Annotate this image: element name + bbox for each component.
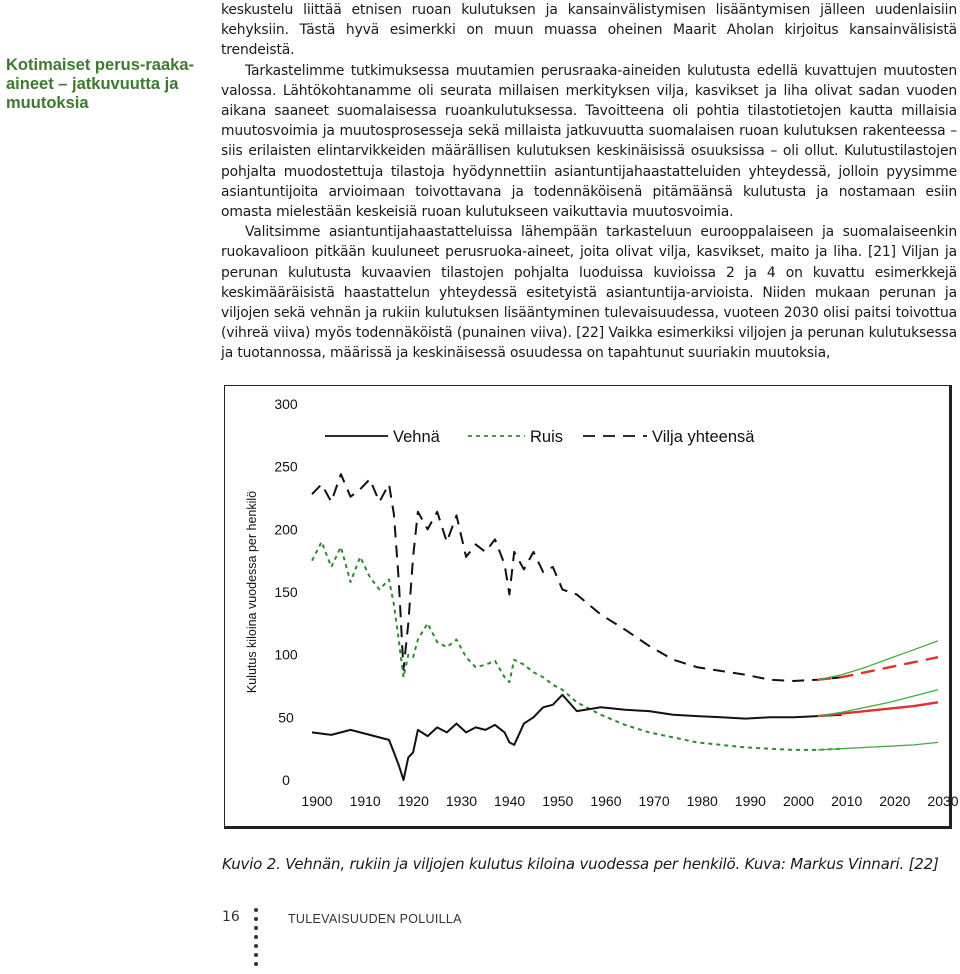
- y-tick-label: 100: [274, 646, 298, 663]
- series-line-2: [312, 695, 842, 780]
- decorative-dots: [254, 908, 262, 971]
- x-tick-label: 1940: [494, 793, 526, 809]
- paragraph-1: keskustelu liittää etnisen ruoan kulutuksen ja kansainvälistymisen lisääntymisen jälleen uudenlaisiin kehyksiin. Tästä hyvä esimerkki on muun muassa oheinen Maarit Aholan kirjoitus kansainvälisistä trendeistä.: [221, 2, 957, 59]
- x-tick-label: 2020: [879, 793, 911, 809]
- y-tick-label: 0: [282, 772, 290, 788]
- x-tick-label: 1900: [301, 793, 333, 809]
- y-tick-label: 200: [274, 521, 298, 538]
- y-tick-label: 250: [274, 458, 298, 475]
- legend-label-2: Vilja yhteensä: [652, 428, 755, 446]
- x-tick-label: 1960: [590, 793, 622, 809]
- x-tick-label: 1930: [445, 793, 478, 809]
- x-tick-label: 1920: [397, 793, 429, 809]
- figure-chart: [224, 385, 959, 829]
- x-tick-label: 1950: [542, 793, 574, 809]
- line-chart: [225, 386, 959, 826]
- page-number: 16: [222, 909, 240, 925]
- body-text: [221, 0, 957, 364]
- y-tick-label: 150: [274, 584, 298, 600]
- series-line-0: [312, 474, 842, 681]
- series-line-4: [818, 641, 938, 680]
- series-line-7: [818, 742, 938, 750]
- paragraph-3: Valitsimme asiantuntijahaastatteluissa lähempään tarkasteluun eurooppalaiseen ja suomalaiseenkin ruokavalioon pitkään kuuluneet perusruoka-aineet, joita olivat vilja, kasvikset, maito ja liha. [21] Viljan ja perunan kulutusta kuvaavien tilastojen pohjalta luoduissa kuvioissa 2 ja 4 on kuvattu esimerkkejä keskimääräisistä haastattelun yhteydessä esitetyistä asiantuntija-arvioista. Niiden mukaan perunan ja viljojen sekä vehnän ja rukiin kulutuksen lisääntyminen tulevaisuudessa, vuoteen 2030 olisi paitsi toivottua (vihreä viiva) myös todennäköistä (punainen viiva). [22] Vaikka esimerkiksi viljojen ja perunan kulutuksessa ja tuotannossa, määrissä ja keskinäisessä osuudessa on tapahtunut suuriakin muutoksia,: [221, 224, 957, 362]
- x-tick-label: 1990: [734, 793, 766, 809]
- side-heading: Kotimaiset perus-raaka-aineet – jatkuvuutta ja muutoksia: [6, 56, 194, 112]
- x-tick-label: 2030: [927, 793, 959, 809]
- figure-caption: Kuvio 2. Vehnän, rukiin ja viljojen kulutus kiloina vuodessa per henkilö. Kuva: Markus Vinnari. [22]: [222, 855, 939, 873]
- y-tick-label: 300: [274, 396, 298, 412]
- running-title: TULEVAISUUDEN POLUILLA: [288, 912, 462, 926]
- paragraph-2: Tarkastelimme tutkimuksessa muutamien perusraaka-aineiden kulutusta edellä kuvattujen muutosten valossa. Lähtökohtanamme oli seurata millaisen merkityksen vilja, kasvikset ja liha olivat sadan vuoden aikana saaneet suomalaisessa ruoankulutuksessa. Tavoitteena oli pohtia tilastotietojen kautta millaisia muutosvoimia ja muutosprosesseja sekä millaista jatkuvuutta suomalaisen ruoan kulutuksen rakenteessa – siis erilaisten elintarvikkeiden määrällisen kulutuksen keskinäisissä osuuksissa – oli ollut. Kulutustilastojen pohjalta muodostettuja tilastoja hyödynnettiin asiantuntijahaastatteluiden yhteydessä, jolloin pyysimme asiantuntijoita arvioimaan toivottavana ja todennäköisenä pitämäänsä kulutusta ja nostamaan esiin omasta mielestään keskeisiä ruoan kulutukseen vaikuttavia muutosvoimia.: [221, 62, 957, 221]
- legend-label-0: Vehnä: [393, 428, 440, 446]
- x-tick-label: 2010: [831, 793, 863, 809]
- x-tick-label: 2000: [782, 793, 815, 809]
- y-tick-label: 50: [278, 709, 294, 726]
- series-line-6: [818, 690, 938, 716]
- legend-label-1: Ruis: [530, 428, 564, 446]
- x-tick-label: 1980: [686, 793, 718, 809]
- y-axis-label: Kulutus kiloina vuodessa per henkilö: [245, 490, 259, 694]
- series-line-1: [312, 542, 842, 750]
- x-tick-label: 1970: [638, 793, 670, 809]
- x-tick-label: 1910: [349, 793, 381, 809]
